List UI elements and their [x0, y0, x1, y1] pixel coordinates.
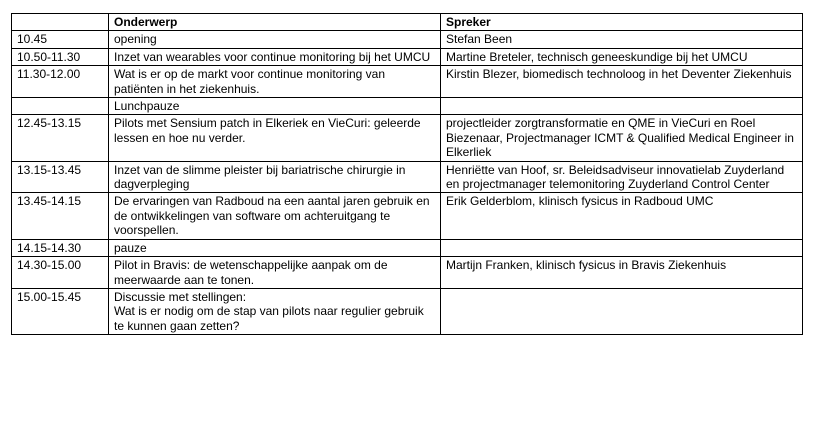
- time-cell: 10.50-11.30: [12, 48, 109, 65]
- speaker-cell: [441, 98, 803, 115]
- table-row: [12, 288, 803, 334]
- table-row: [12, 31, 803, 48]
- topic-cell: Discussie met stellingen: Wat is er nodig om de stap van pilots naar regulier gebruik te kunnen gaan zetten?: [109, 288, 441, 334]
- table-header-row: [12, 14, 803, 31]
- table-row: [12, 115, 803, 161]
- topic-cell: Wat is er op de markt voor continue monitoring van patiënten in het ziekenhuis.: [109, 66, 441, 98]
- time-cell: 11.30-12.00: [12, 66, 109, 98]
- table-row: [12, 239, 803, 256]
- speaker-cell: [441, 239, 803, 256]
- speaker-cell: projectleider zorgtransformatie en QME in VieCuri en Roel Biezenaar, Projectmanager ICMT & Qualified Medical Engineer in Elkerliek: [441, 115, 803, 161]
- table-row: [12, 161, 803, 193]
- speaker-cell: Martine Breteler, technisch geneeskundige bij het UMCU: [441, 48, 803, 65]
- speaker-cell: Kirstin Blezer, biomedisch technoloog in het Deventer Ziekenhuis: [441, 66, 803, 98]
- topic-cell: pauze: [109, 239, 441, 256]
- topic-cell: Inzet van de slimme pleister bij bariatrische chirurgie in dagverpleging: [109, 161, 441, 193]
- speaker-cell: Henriëtte van Hoof, sr. Beleidsadviseur innovatielab Zuyderland en projectmanager telemonitoring Zuyderland Control Center: [441, 161, 803, 193]
- topic-cell: Lunchpauze: [109, 98, 441, 115]
- time-cell: 12.45-13.15: [12, 115, 109, 161]
- header-topic: Onderwerp: [109, 14, 441, 31]
- table-row: [12, 98, 803, 115]
- time-cell: 13.15-13.45: [12, 161, 109, 193]
- topic-cell: Pilot in Bravis: de wetenschappelijke aanpak om de meerwaarde aan te tonen.: [109, 257, 441, 289]
- program-table: [11, 13, 803, 335]
- topic-cell: Inzet van wearables voor continue monitoring bij het UMCU: [109, 48, 441, 65]
- speaker-cell: Erik Gelderblom, klinisch fysicus in Radboud UMC: [441, 193, 803, 239]
- header-time: [12, 14, 109, 31]
- table-row: [12, 193, 803, 239]
- program-table-container: [11, 13, 803, 335]
- time-cell: [12, 98, 109, 115]
- header-speaker: Spreker: [441, 14, 803, 31]
- speaker-cell: Martijn Franken, klinisch fysicus in Bravis Ziekenhuis: [441, 257, 803, 289]
- topic-cell: opening: [109, 31, 441, 48]
- speaker-cell: Stefan Been: [441, 31, 803, 48]
- time-cell: 14.30-15.00: [12, 257, 109, 289]
- time-cell: 13.45-14.15: [12, 193, 109, 239]
- table-row: [12, 257, 803, 289]
- speaker-cell: [441, 288, 803, 334]
- time-cell: 10.45: [12, 31, 109, 48]
- topic-cell: Pilots met Sensium patch in Elkeriek en VieCuri: geleerde lessen en hoe nu verder.: [109, 115, 441, 161]
- time-cell: 14.15-14.30: [12, 239, 109, 256]
- time-cell: 15.00-15.45: [12, 288, 109, 334]
- table-row: [12, 66, 803, 98]
- topic-cell: De ervaringen van Radboud na een aantal jaren gebruik en de ontwikkelingen van software om achteruitgang te voorspellen.: [109, 193, 441, 239]
- table-row: [12, 48, 803, 65]
